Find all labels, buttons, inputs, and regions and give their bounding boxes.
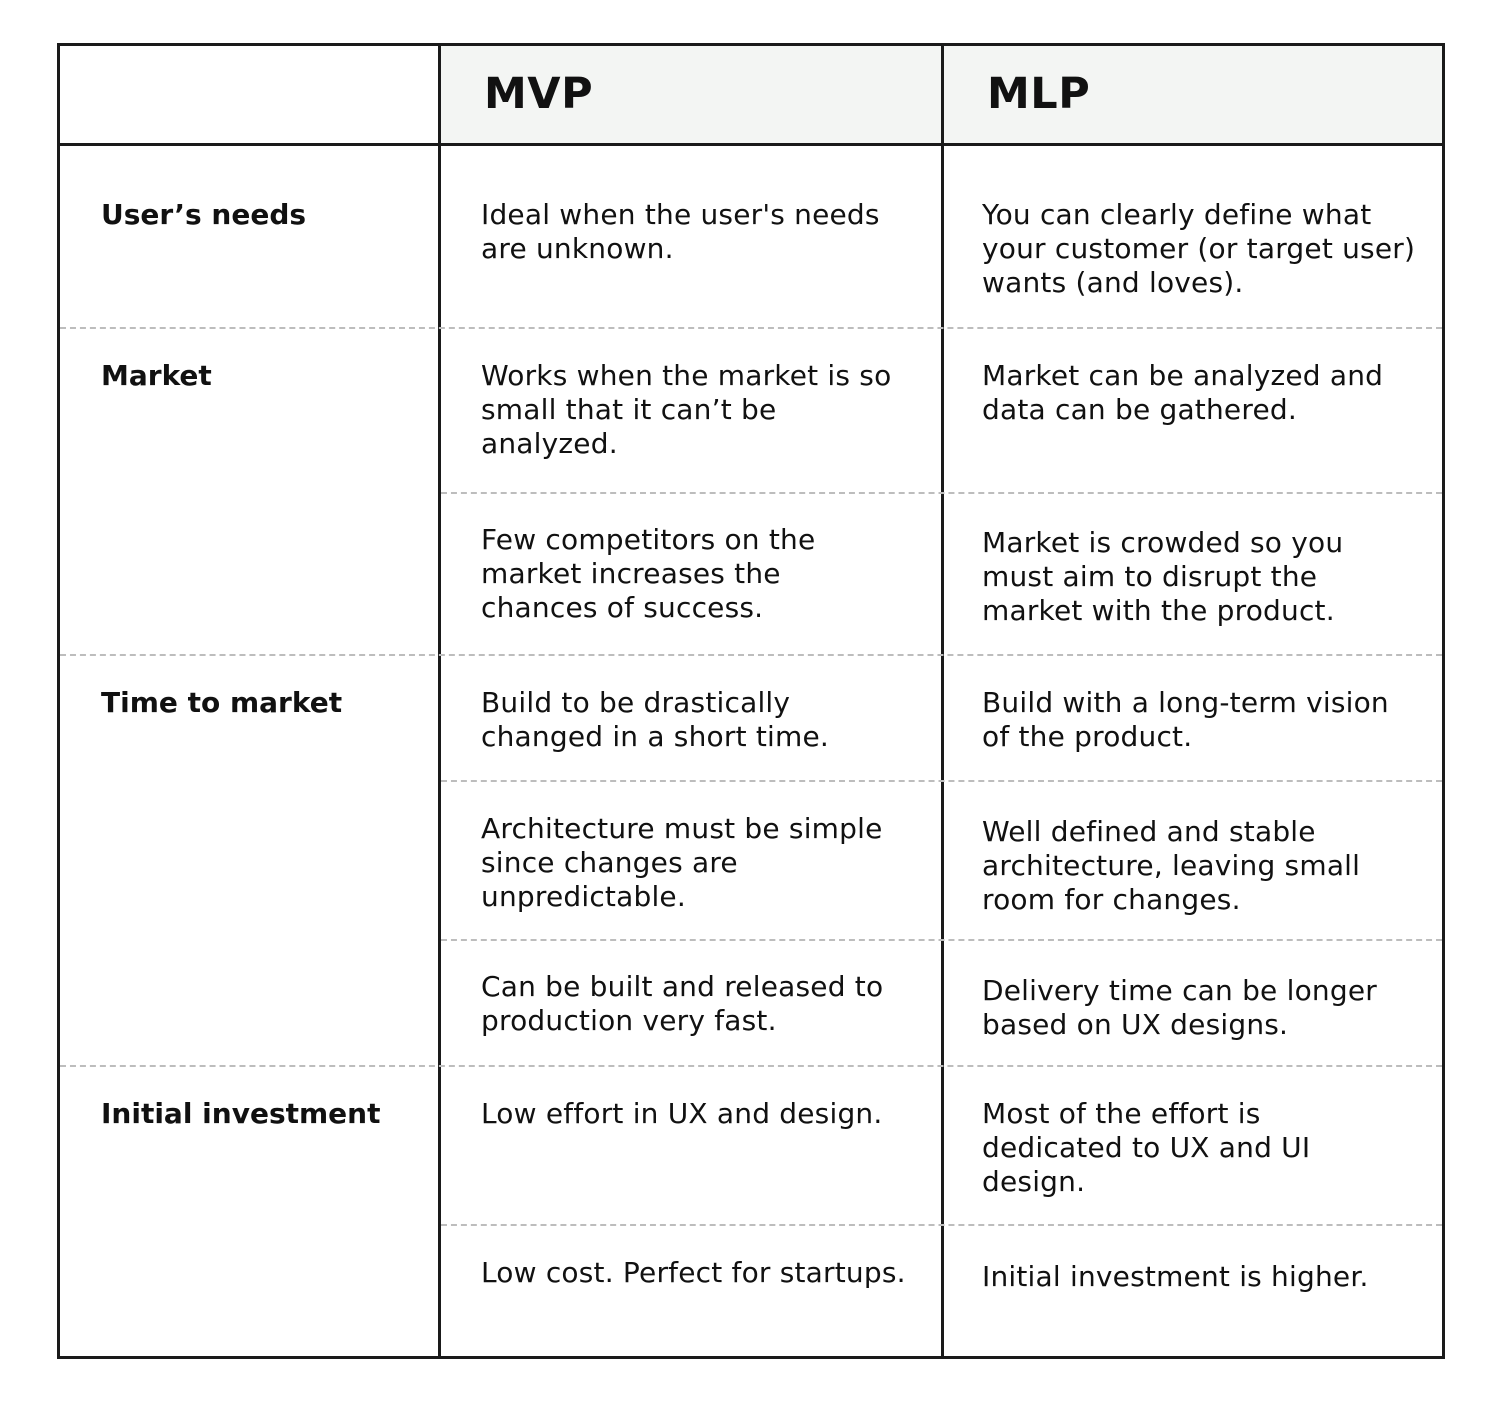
row-divider bbox=[441, 780, 1442, 782]
category-time-to-market: Time to market bbox=[101, 686, 343, 719]
header-mvp-label: MVP bbox=[484, 69, 594, 119]
mvp-cell: Build to be drastically changed in a short time. bbox=[481, 686, 830, 753]
mvp-cell: Low effort in UX and design. bbox=[481, 1097, 883, 1130]
section-divider bbox=[60, 327, 1442, 329]
row-divider bbox=[441, 1224, 1442, 1226]
category-users-needs: User’s needs bbox=[101, 198, 307, 231]
column-divider-2 bbox=[941, 46, 944, 1356]
header-mvp-cell bbox=[441, 46, 941, 143]
mvp-cell: Works when the market is so small that it can’t be analyzed. bbox=[481, 359, 892, 460]
row-divider bbox=[441, 939, 1442, 941]
row-divider bbox=[441, 492, 1442, 494]
category-market: Market bbox=[101, 359, 212, 392]
comparison-table bbox=[57, 43, 1445, 1359]
category-initial-investment: Initial investment bbox=[101, 1097, 381, 1130]
mlp-cell: Well defined and stable architecture, leaving small room for changes. bbox=[982, 815, 1361, 916]
header-divider bbox=[60, 143, 1442, 146]
header-mlp-label: MLP bbox=[987, 69, 1091, 119]
mvp-cell: Architecture must be simple since changes are unpredictable. bbox=[481, 812, 883, 913]
header-blank-cell bbox=[60, 46, 438, 143]
mlp-cell: Market is crowded so you must aim to disrupt the market with the product. bbox=[982, 526, 1344, 627]
header-mlp-cell bbox=[944, 46, 1442, 143]
mlp-cell: Build with a long-term vision of the product. bbox=[982, 686, 1389, 753]
mvp-cell: Few competitors on the market increases the chances of success. bbox=[481, 523, 816, 624]
mvp-cell: Ideal when the user's needs are unknown. bbox=[481, 198, 880, 265]
mlp-cell: Delivery time can be longer based on UX designs. bbox=[982, 974, 1377, 1041]
mlp-cell: Most of the effort is dedicated to UX and UI design. bbox=[982, 1097, 1311, 1198]
mvp-cell: Low cost. Perfect for startups. bbox=[481, 1256, 906, 1289]
section-divider bbox=[60, 654, 1442, 656]
mvp-cell: Can be built and released to production very fast. bbox=[481, 970, 884, 1037]
section-divider bbox=[60, 1065, 1442, 1067]
mlp-cell: Initial investment is higher. bbox=[982, 1260, 1369, 1293]
mlp-cell: You can clearly define what your customer (or target user) wants (and loves). bbox=[982, 198, 1416, 299]
column-divider-1 bbox=[438, 46, 441, 1356]
mlp-cell: Market can be analyzed and data can be gathered. bbox=[982, 359, 1384, 426]
